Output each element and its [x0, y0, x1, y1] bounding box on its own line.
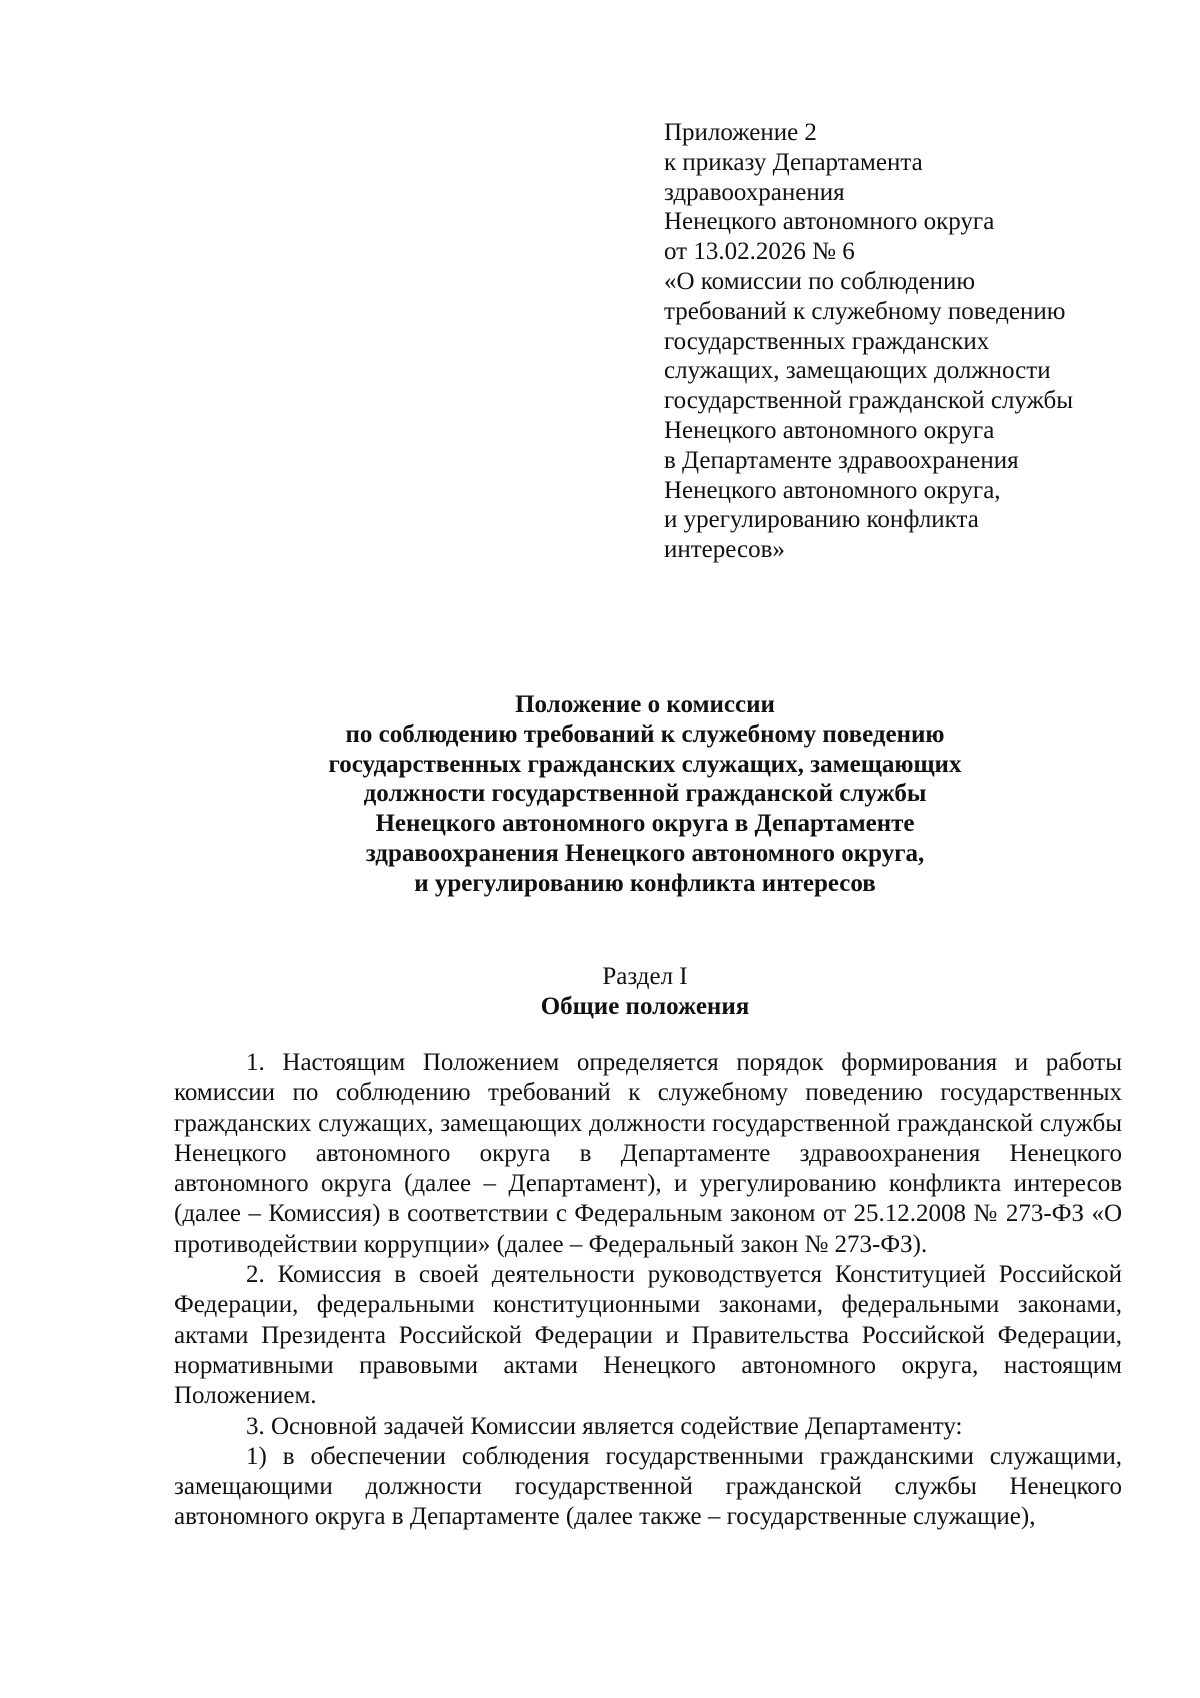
- paragraph: 1. Настоящим Положением определяется порядок формирования и работы комиссии по соблюдению требований к служебному поведению государственных гражданских служащих, замещающих должности государственной гражданской службы Ненецкого автономного округа в Департаменте здравоохранения Ненецкого автономного округа (далее – Департамент), и урегулированию конфликта интересов (далее – Комиссия) в соответствии с Федеральным законом от 25.12.2008 № 273-ФЗ «О противодействии коррупции» (далее – Федеральный закон № 273-ФЗ).: [174, 1049, 1122, 1258]
- appendix-line: Приложение 2: [664, 119, 817, 146]
- appendix-line: интересов»: [664, 536, 785, 564]
- title-line: и урегулированию конфликта интересов: [414, 869, 876, 897]
- appendix-header: [664, 118, 1144, 565]
- appendix-line: Ненецкого автономного округа,: [664, 476, 1001, 504]
- title-line: Положение о комиссии: [515, 691, 775, 718]
- appendix-line: Ненецкого автономного округа: [664, 416, 995, 444]
- document-body: [174, 1048, 1122, 1533]
- paragraph: 2. Комиссия в своей деятельности руководствуется Конституцией Российской Федерации, федеральными конституционными законами, федеральными законами, актами Президента Российской Федерации и Правительства Российской Федерации, нормативными правовыми актами Ненецкого автономного округа, настоящим Положением.: [174, 1261, 1122, 1410]
- appendix-line: требований к служебному поведению: [664, 297, 1066, 325]
- title-line: государственных гражданских служащих, замещающих: [328, 750, 962, 778]
- appendix-line: к приказу Департамента: [664, 148, 923, 176]
- appendix-line: «О комиссии по соблюдению: [664, 267, 976, 295]
- section-number: Раздел I: [602, 963, 688, 990]
- section-name: Общие положения: [540, 993, 750, 1020]
- appendix-line: служащих, замещающих должности: [664, 357, 1051, 385]
- title-line: по соблюдению требований к служебному поведению: [345, 720, 945, 748]
- appendix-line: Ненецкого автономного округа: [664, 208, 995, 236]
- section-heading: [170, 962, 1120, 1022]
- title-line: должности государственной гражданской службы: [363, 780, 927, 808]
- title-line: здравоохранения Ненецкого автономного округа,: [365, 839, 925, 867]
- appendix-line: здравоохранения: [664, 178, 845, 206]
- appendix-line: от 13.02.2026 № 6: [664, 238, 855, 266]
- title-line: Ненецкого автономного округа в Департаменте: [375, 810, 915, 838]
- appendix-line: в Департаменте здравоохранения: [664, 446, 1019, 474]
- document-title: [170, 690, 1120, 899]
- appendix-line: государственной гражданской службы: [664, 387, 1074, 415]
- paragraph: 1) в обеспечении соблюдения государственными гражданскими служащими, замещающими должности государственной гражданской службы Ненецкого автономного округа в Департаменте (далее также – государственные служащие),: [174, 1442, 1122, 1531]
- paragraph: 3. Основной задачей Комиссии является содействие Департаменту:: [246, 1412, 963, 1440]
- appendix-line: и урегулированию конфликта: [664, 506, 979, 534]
- appendix-line: государственных гражданских: [664, 327, 990, 355]
